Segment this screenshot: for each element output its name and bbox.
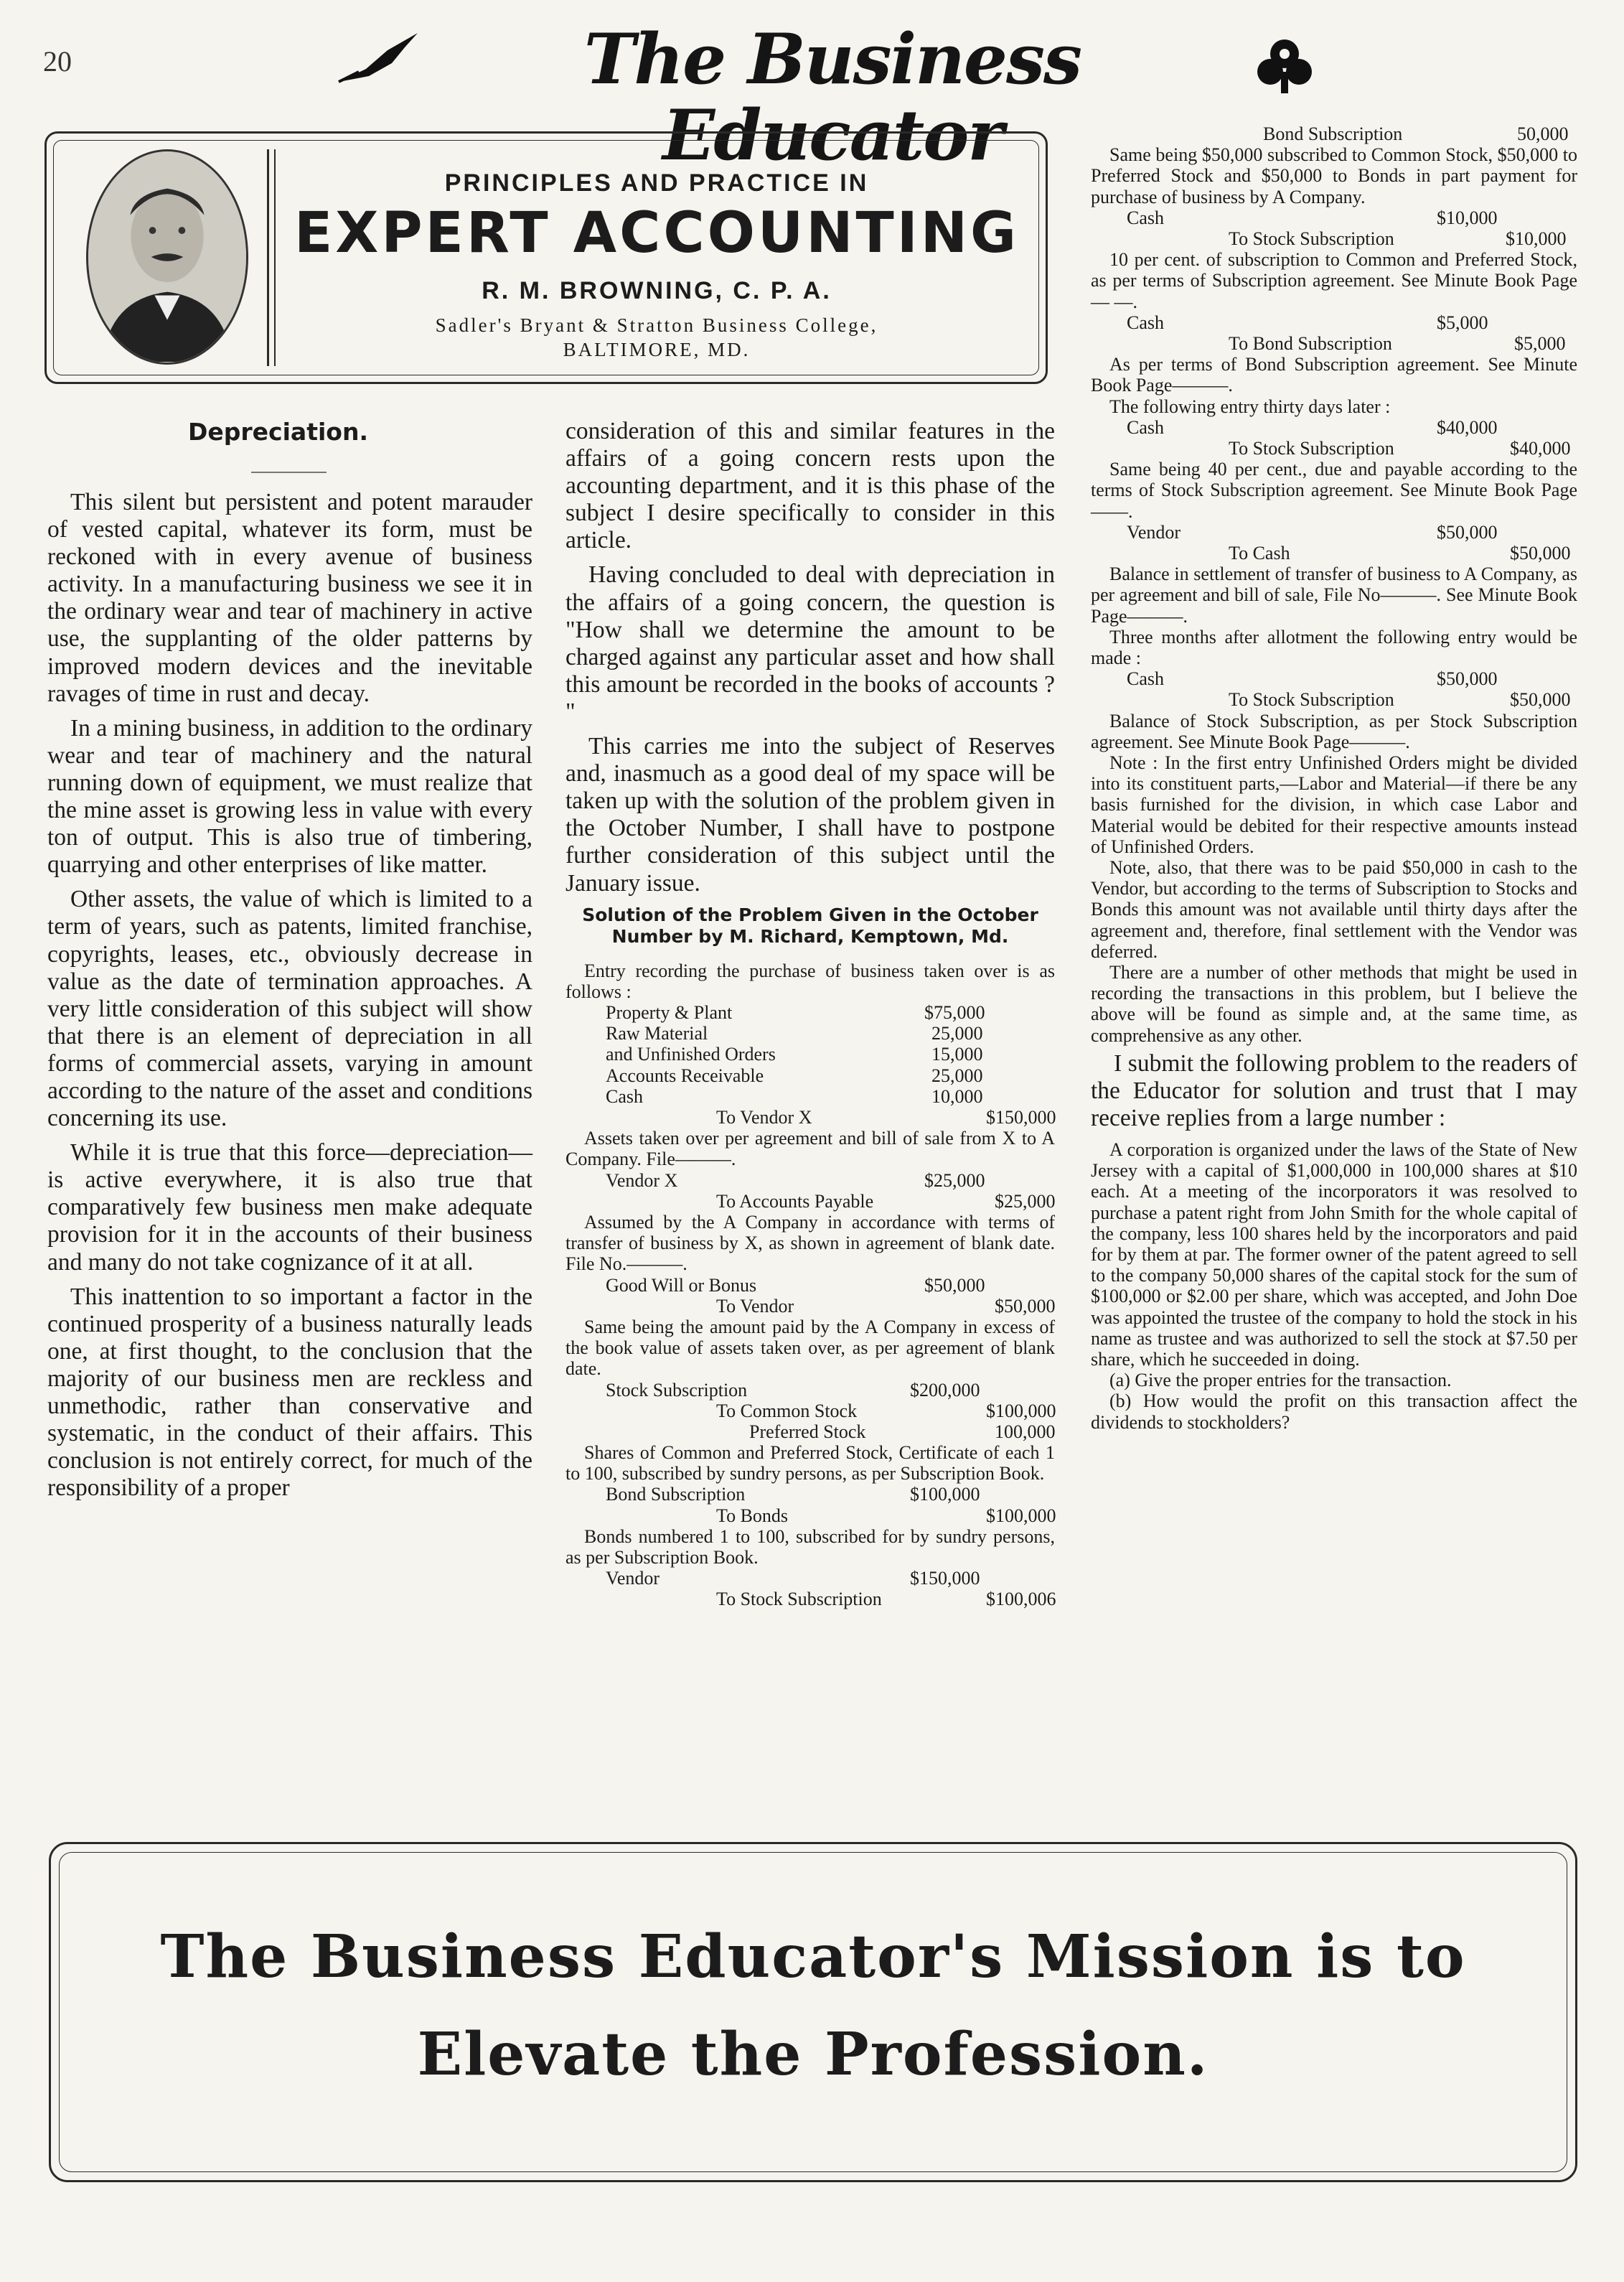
journal-debit-label: and Unfinished Orders [606,1044,776,1065]
entry-intro: Entry recording the purchase of business taken over is as follows : [565,960,1055,1002]
journal-line [565,1107,1055,1128]
page-number: 20 [43,45,72,78]
journal-credit-amount: $10,000 [1506,228,1567,249]
journal-credit-label: Preferred Stock [749,1421,866,1442]
journal-line [1091,668,1577,689]
journal-credit-amount: $5,000 [1514,332,1566,354]
journal-line [565,1065,1055,1086]
journal-debit-label: Accounts Receivable [606,1065,764,1086]
article-title: EXPERT ACCOUNTING [294,201,1020,266]
journal-debit-label: Bond Subscription [606,1484,746,1505]
journal-debit-amount: 10,000 [931,1085,983,1107]
journal-credit-label: Bond Subscription [1263,123,1403,144]
paragraph: consideration of this and similar features in the affairs of a going concern rests upon the accounting department, and it is this phase of the subject I desire specifically to consider in this article. [565,418,1055,554]
journal-debit-amount: $40,000 [1437,416,1498,438]
journal-line [1091,689,1577,710]
ornament-icon [1252,32,1317,97]
journal-line [565,1484,1055,1505]
journal-note: Balance in settlement of transfer of business to A Company, as per agreement and bill of sale, File No———. See Minute Book Page———. [1091,564,1577,627]
author-affiliation: Sadler's Bryant & Stratton Business College, [435,314,878,336]
journal-intro: The following entry thirty days later : [1109,396,1391,417]
paragraph: Other assets, the value of which is limited to a term of years, such as patents, limited franchise, copyrights, leases, etc., obviously decrease in value as the date of termination approaches. A very little consideration of this subject will show that there is an element of depreciation in all forms of commercial assets, varying in amount according to the nature of the asset and conditions concerning its use. [47,886,532,1132]
journal-credit-amount: $40,000 [1510,437,1571,459]
journal-line [1091,207,1577,228]
journal-line [565,1086,1055,1107]
journal-line [565,1275,1055,1296]
journal-credit-amount: $50,000 [1510,689,1571,711]
journal-line [565,1170,1055,1191]
paragraph: I submit the following problem to the readers of the Educator for solution and trust that I may receive replies from a large number : [1091,1049,1577,1131]
journal-line [1091,417,1577,438]
quill-pen-icon [337,29,423,86]
journal-debit-amount: $200,000 [910,1379,980,1400]
mission-line-2: Elevate the Profession. [417,2020,1209,2089]
article-column-2 [565,418,1055,1610]
journal-note: 10 per cent. of subscription to Common and Preferred Stock, as per terms of Subscription agreement. See Minute Book Page— —. [1091,249,1577,312]
author-name: R. M. BROWNING, C. P. A. [482,277,832,304]
journal-debit-amount: $5,000 [1437,312,1488,333]
journal-debit-label: Property & Plant [606,1002,733,1023]
journal-credit-label: To Bond Subscription [1229,332,1392,354]
note-paragraph: There are a number of other methods that might be used in recording the transactions in this problem, but I believe the above will be found as simple and, at the same time, as comprehensive as any other. [1091,961,1577,1046]
journal-note: Same being the amount paid by the A Company in excess of the book value of assets taken over, as per agreement of blank date. [565,1316,1055,1380]
journal-debit-amount: $100,000 [910,1484,980,1505]
header-divider [267,149,269,366]
journal-line [565,1296,1055,1317]
paragraph: While it is true that this force—depreciation—is active everywhere, it is also true that comparatively few business men make adequate provision for it in the accounts of their business and many do not take cognizance of it at all. [47,1139,532,1276]
article-column-1 [47,489,532,1509]
journal-debit-label: Vendor X [606,1169,678,1191]
journal-credit-label: To Bonds [716,1505,789,1526]
journal-note: Assets taken over per agreement and bill of sale from X to A Company. File———. [565,1128,1055,1170]
journal-debit-label: Vendor [1127,521,1181,543]
journal-debit-label: Good Will or Bonus [606,1274,757,1296]
journal-debit-amount: $50,000 [1437,521,1498,543]
journal-debit-label: Cash [606,1085,643,1107]
journal-line [565,1191,1055,1212]
journal-debit-amount: $10,000 [1437,207,1498,228]
journal-credit-amount: 50,000 [1517,123,1569,144]
journal-credit-amount: 100,000 [995,1421,1056,1442]
journal-debit-amount: $50,000 [1437,668,1498,690]
journal-line [565,1505,1055,1526]
series-title: PRINCIPLES AND PRACTICE IN [444,169,869,197]
masthead-title: The Business Educator [583,19,1081,176]
journal-debit-label: Raw Material [606,1023,708,1044]
journal-line [565,1044,1055,1065]
journal-debit-amount: 25,000 [931,1065,983,1086]
paragraph: This silent but persistent and potent marauder of vested capital, whatever its form, must be reckoned with in every avenue of business activity. In a manufacturing business we see it in the ordinary wear and tear of machinery in active use, the supplanting of the older patterns by improved modern devices and the inevitable ravages of time in rust and decay. [47,489,532,707]
journal-line [1091,438,1577,459]
mission-line-1: The Business Educator's Mission is to [160,1922,1466,1991]
journal-credit-amount: $100,000 [986,1400,1056,1421]
journal-debit-amount: $75,000 [924,1002,985,1023]
author-location: BALTIMORE, MD. [563,339,751,360]
journal-line [1091,543,1577,564]
journal-line [1091,312,1577,333]
journal-credit-label: To Vendor X [716,1106,812,1128]
problem-question: (a) Give the proper entries for the transaction. [1109,1370,1452,1391]
journal-debit-label: Cash [1127,668,1164,690]
journal-credit-label: To Stock Subscription [1229,228,1394,249]
paragraph: In a mining business, in addition to the ordinary wear and tear of machinery and the natural running down of equipment, we must realize that the mine asset is growing less in value with every ton of output. This is also true of timbering, quarrying and other enterprises of like matter. [47,714,532,879]
journal-line [565,1421,1055,1442]
journal-line [1091,522,1577,543]
problem-question: (b) How would the profit on this transaction affect the dividends to stockholders? [1091,1390,1577,1433]
journal-credit-label: To Common Stock [716,1400,858,1421]
journal-credit-label: To Stock Subscription [716,1589,882,1610]
section-rule [251,472,327,473]
journal-debit-amount: $150,000 [910,1568,980,1589]
journal-credit-amount: $50,000 [995,1295,1056,1317]
paragraph: Having concluded to deal with depreciation in the affairs of a going concern, the question is "How shall we determine the amount to be charged against any particular asset and how shall this amount be recorded in the books of accounts ? " [565,561,1055,725]
journal-line [565,1023,1055,1044]
journal-debit-amount: 15,000 [931,1044,983,1065]
journal-credit-amount: $100,006 [986,1589,1056,1610]
journal-debit-label: Stock Subscription [606,1379,748,1400]
solution-heading: Solution of the Problem Given in the October Number by M. Richard, Kemptown, Md. [582,904,1038,947]
journal-debit-label: Cash [1127,207,1164,228]
journal-note: Balance of Stock Subscription, as per Stock Subscription agreement. See Minute Book Page———. [1091,710,1577,752]
portrait-illustration [88,151,246,363]
journal-credit-label: To Cash [1229,542,1290,564]
journal-credit-label: To Stock Subscription [1229,437,1394,459]
article-column-3 [1091,123,1577,1433]
journal-note: Same being $50,000 subscribed to Common Stock, $50,000 to Preferred Stock and $50,000 to Bonds in part payment for purchase of business by A Company. [1091,144,1577,207]
journal-debit-amount: $25,000 [924,1169,985,1191]
journal-debit-amount: $50,000 [924,1274,985,1296]
journal-note: Shares of Common and Preferred Stock, Certificate of each 1 to 100, subscribed by sundry persons, as per Subscription Book. [565,1442,1055,1484]
journal-debit-label: Vendor [606,1568,660,1589]
journal-intro: Three months after allotment the following entry would be made : [1091,626,1577,668]
journal-credit-label: To Stock Subscription [1229,689,1394,711]
journal-line [565,1400,1055,1421]
journal-note: Bonds numbered 1 to 100, subscribed for by sundry persons, as per Subscription Book. [565,1525,1055,1568]
journal-credit-amount: $25,000 [995,1190,1056,1212]
header-divider [274,149,276,366]
author-portrait [86,149,248,365]
paragraph: This carries me into the subject of Reserves and, inasmuch as a good deal of my space will be taken up with the solution of the problem given in the October Number, I shall have to postpone further consideration of this subject until the January issue. [565,733,1055,897]
journal-debit-label: Cash [1127,312,1164,333]
section-heading: Depreciation. [188,418,368,446]
mission-banner-inner-frame [59,1852,1567,2172]
journal-line [565,1380,1055,1400]
journal-line [1091,123,1577,144]
journal-line [1091,333,1577,354]
journal-line [1091,228,1577,249]
journal-credit-amount: $150,000 [986,1106,1056,1128]
journal-note: Assumed by the A Company in accordance with terms of transfer of business by X, as shown in agreement of blank date. File No.———. [565,1211,1055,1275]
journal-debit-label: Cash [1127,416,1164,438]
journal-note: Same being 40 per cent., due and payable according to the terms of Stock Subscription agreement. See Minute Book Page——. [1091,459,1577,522]
journal-credit-label: To Vendor [716,1295,794,1317]
problem-statement: A corporation is organized under the laws of the State of New Jersey with a capital of $1,000,000 in 100,000 shares at $10 each. At a meeting of the incorporators it was resolved to purchase a patent right from John Smith for the whole capital of the company, less 100 shares held by the incorporators and paid for by them at par. The former owner of the patent agreed to sell to the company 50,000 shares of the capital stock for the sum of $100,000 or $2.00 per share, which was accepted, and John Doe was appointed the trustee of the company to hold the stock in his name as trustee and was authorized to sell the stock at $7.50 per share, which he succeeded in doing. [1091,1139,1577,1370]
journal-line [565,1589,1055,1609]
journal-note: As per terms of Bond Subscription agreement. See Minute Book Page———. [1091,354,1577,396]
note-paragraph: Note : In the first entry Unfinished Orders might be divided into its constituent parts,—Labor and Material—if there be any basis furnished for the division, in which case Labor and Material would be debited for their respective amounts instead of Unfinished Orders. [1091,752,1577,857]
journal-line [565,1002,1055,1023]
journal-line [565,1568,1055,1589]
journal-credit-label: To Accounts Payable [716,1190,874,1212]
journal-credit-amount: $100,000 [986,1505,1056,1526]
journal-debit-amount: 25,000 [931,1023,983,1044]
journal-credit-amount: $50,000 [1510,542,1571,564]
paragraph: This inattention to so important a factor in the continued prosperity of a business naturally leads one, at first thought, to the conclusion that the majority of our business men are reckless and unmethodic, rather than conservative and systematic, in the conduct of their affairs. This conclusion is not entirely correct, for much of the responsibility of a proper [47,1283,532,1502]
note-paragraph: Note, also, that there was to be paid $50,000 in cash to the Vendor, but according to the terms of Subscription to Stocks and Bonds this amount was not available until thirty days after the agreement and, therefore, final settlement with the Vendor was deferred. [1091,856,1577,962]
